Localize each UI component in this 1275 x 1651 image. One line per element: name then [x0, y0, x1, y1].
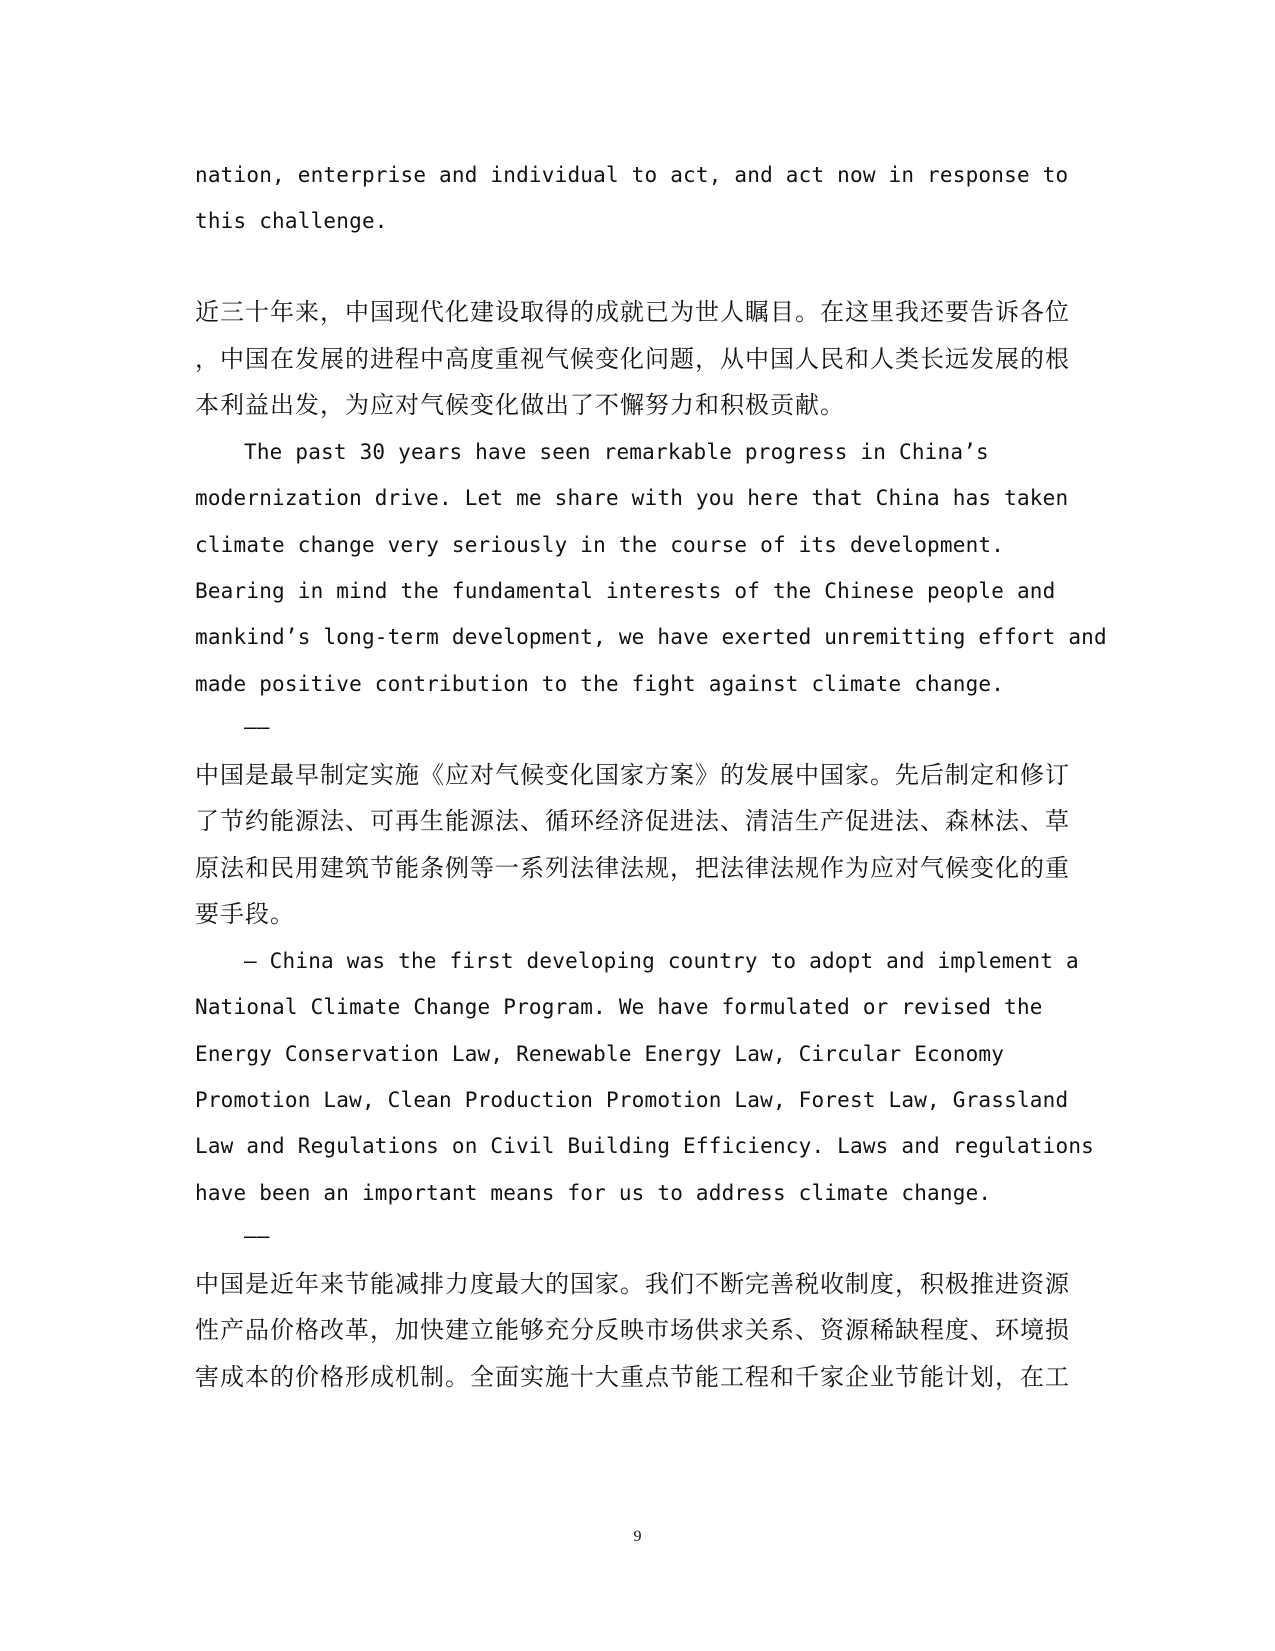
text-line: have been an important means for us to address climate change.	[195, 1181, 992, 1205]
text-line: Energy Conservation Law, Renewable Energy Law, Circular Economy	[195, 1042, 1005, 1066]
text-line: made positive contribution to the fight against climate change.	[195, 672, 1005, 696]
text-line: 中国是最早制定实施《应对气候变化国家方案》的发展中国家。先后制定和修订	[195, 761, 1070, 789]
text-line: 性产品价格改革，加快建立能够充分反映市场供求关系、资源稀缺程度、环境损	[195, 1316, 1070, 1344]
text-line: — China was the first developing country to adopt and implement a	[244, 949, 1079, 973]
text-line: 害成本的价格形成机制。全面实施十大重点节能工程和千家企业节能计划，在工	[195, 1363, 1070, 1391]
text-line: ，中国在发展的进程中高度重视气候变化问题，从中国人民和人类长远发展的根	[195, 345, 1070, 373]
text-line: modernization drive. Let me share with you here that China has taken	[195, 486, 1069, 510]
text-line: 了节约能源法、可再生能源法、循环经济促进法、清洁生产促进法、森林法、草	[195, 807, 1070, 835]
text-line: Bearing in mind the fundamental interests of the Chinese people and	[195, 579, 1056, 603]
dash-line: ——	[244, 1224, 270, 1248]
text-line: 要手段。	[195, 900, 295, 928]
page-number: 9	[633, 1528, 642, 1545]
text-line: nation, enterprise and individual to act, and act now in response to	[195, 163, 1069, 187]
text-line: 中国是近年来节能减排力度最大的国家。我们不断完善税收制度，积极推进资源	[195, 1270, 1070, 1298]
text-line: National Climate Change Program. We have formulated or revised the	[195, 995, 1043, 1019]
text-line: mankind’s long-term development, we have exerted unremitting effort and	[195, 625, 1107, 649]
text-line: 本利益出发，为应对气候变化做出了不懈努力和积极贡献。	[195, 391, 845, 419]
text-line: 近三十年来，中国现代化建设取得的成就已为世人瞩目。在这里我还要告诉各位	[195, 298, 1070, 326]
text-line: The past 30 years have seen remarkable progress in China’s	[244, 440, 989, 464]
text-line: 原法和民用建筑节能条例等一系列法律法规，把法律法规作为应对气候变化的重	[195, 854, 1070, 882]
text-line: Promotion Law, Clean Production Promotion Law, Forest Law, Grassland	[195, 1088, 1069, 1112]
text-line: this challenge.	[195, 209, 388, 233]
text-line: Law and Regulations on Civil Building Efficiency. Laws and regulations	[195, 1134, 1095, 1158]
dash-line: ——	[244, 715, 270, 739]
text-line: climate change very seriously in the course of its development.	[195, 533, 1005, 557]
